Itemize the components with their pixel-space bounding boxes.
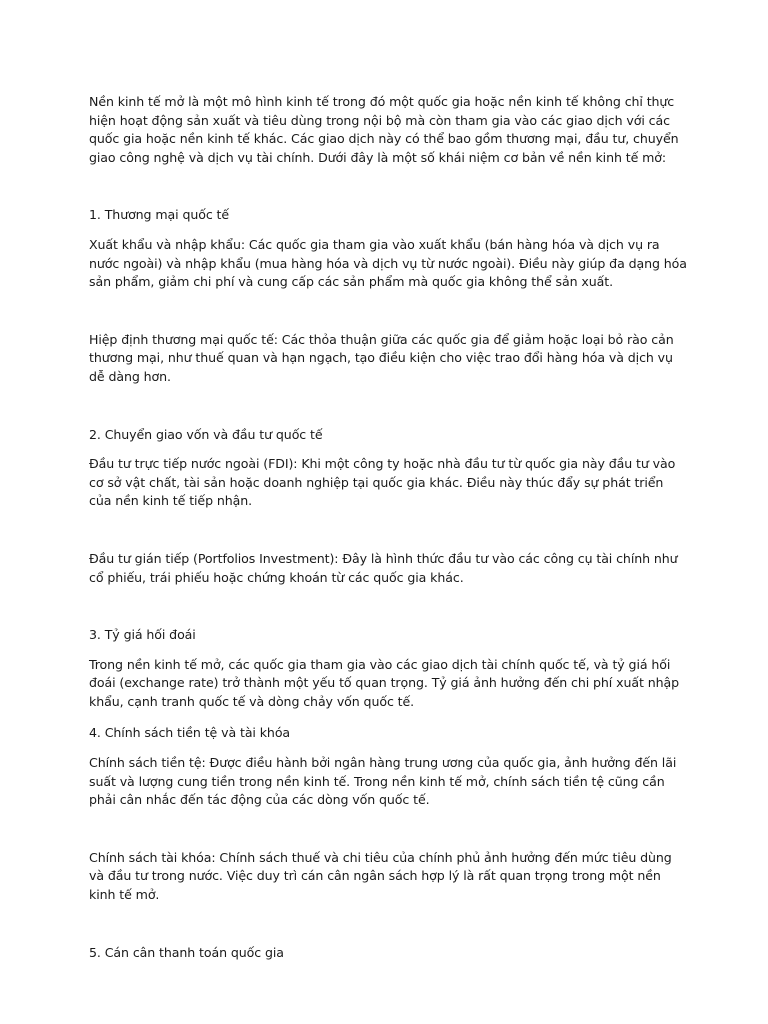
paragraph-export-import: Xuất khẩu và nhập khẩu: Các quốc gia tham gia vào xuất khẩu (bán hàng hóa và dịch vụ ra nước ngoài) và nhập khẩu (mua hàng hóa và dịch vụ từ nước ngoài). Điều này giúp đa dạng hóa sản phẩm, giảm chi phí và cung cấp các sản phẩm mà quốc gia không thể sản xuất. xyxy=(89,236,687,290)
section-heading-policy: 4. Chính sách tiền tệ và tài khóa xyxy=(89,725,291,741)
section-heading-trade: 1. Thương mại quốc tế xyxy=(89,207,230,223)
intro-paragraph: Nền kinh tế mở là một mô hình kinh tế trong đó một quốc gia hoặc nền kinh tế không chỉ thực hiện hoạt động sản xuất và tiêu dùng trong nội bộ mà còn tham gia vào các giao dịch với các quốc gia hoặc nền kinh tế khác. Các giao dịch này có thể bao gồm thương mại, đầu tư, chuyển giao công nghệ và dịch vụ tài chính. Dưới đây là một số khái niệm cơ bản về nền kinh tế mở: xyxy=(89,94,679,165)
paragraph-fiscal-policy: Chính sách tài khóa: Chính sách thuế và chi tiêu của chính phủ ảnh hưởng đến mức tiêu dùng và đầu tư trong nước. Việc duy trì cán cân ngân sách hợp lý là rất quan trọng trong một nền kinh tế mở. xyxy=(89,849,672,903)
document-page xyxy=(89,93,689,973)
paragraph-portfolio-investment: Đầu tư gián tiếp (Portfolios Investment): Đây là hình thức đầu tư vào các công cụ tài chính như cổ phiếu, trái phiếu hoặc chứng khoán từ các quốc gia khác. xyxy=(89,550,678,585)
paragraph-fdi: Đầu tư trực tiếp nước ngoài (FDI): Khi một công ty hoặc nhà đầu tư từ quốc gia này đầu tư vào cơ sở vật chất, tài sản hoặc doanh nghiệp tại quốc gia khác. Điều này thúc đẩy sự phát triển của nền kinh tế tiếp nhận. xyxy=(89,456,676,509)
section-heading-balance-of-payments: 5. Cán cân thanh toán quốc gia xyxy=(89,944,284,960)
section-heading-exchange-rate: 3. Tỷ giá hối đoái xyxy=(89,627,196,643)
paragraph-exchange-rate: Trong nền kinh tế mở, các quốc gia tham gia vào các giao dịch tài chính quốc tế, và tỷ giá hối đoái (exchange rate) trở thành một yếu tố quan trọng. Tỷ giá ảnh hưởng đến chi phí xuất nhập khẩu, cạnh tranh quốc tế và dòng chảy vốn quốc tế. xyxy=(89,656,679,709)
paragraph-trade-agreements: Hiệp định thương mại quốc tế: Các thỏa thuận giữa các quốc gia để giảm hoặc loại bỏ rào cản thương mại, như thuế quan và hạn ngạch, tạo điều kiện cho việc trao đổi hàng hóa và dịch vụ dễ dàng hơn. xyxy=(89,331,674,384)
section-heading-investment: 2. Chuyển giao vốn và đầu tư quốc tế xyxy=(89,426,323,442)
paragraph-monetary-policy: Chính sách tiền tệ: Được điều hành bởi ngân hàng trung ương của quốc gia, ảnh hưởng đến lãi suất và lượng cung tiền trong nền kinh tế. Trong nền kinh tế mở, chính sách tiền tệ cũng cần phải cân nhắc đến tác động của các dòng vốn quốc tế. xyxy=(89,755,677,808)
